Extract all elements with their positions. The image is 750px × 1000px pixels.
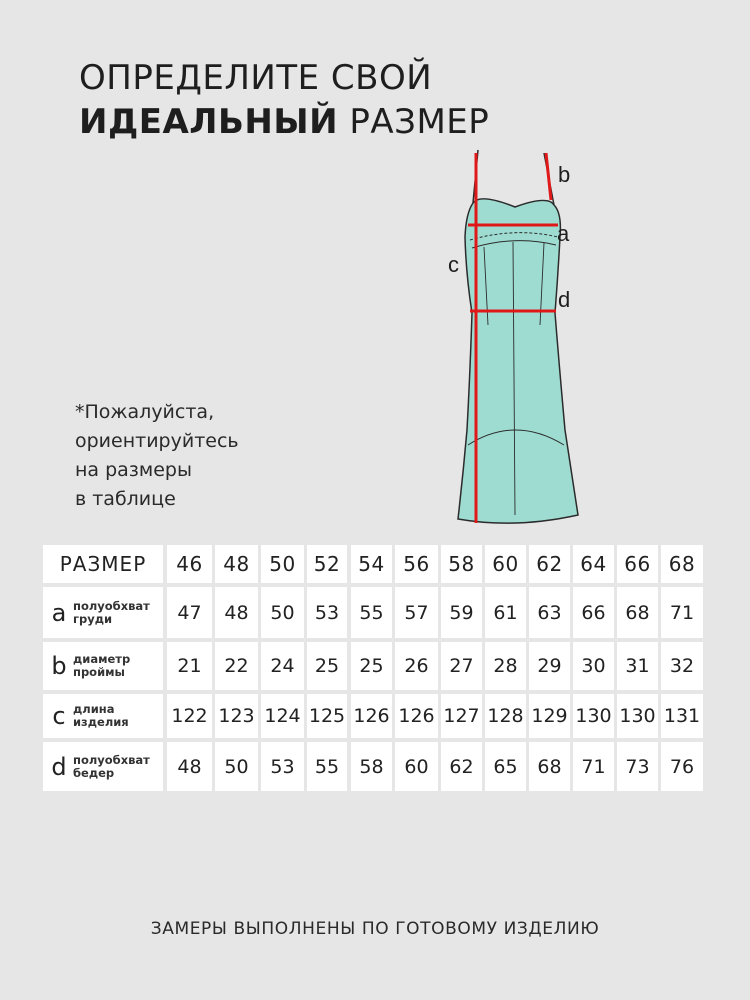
table-value-cell: 58 (351, 742, 392, 791)
table-value-cell: 122 (167, 694, 212, 738)
title-rest: РАЗМЕР (338, 102, 490, 142)
row-description (73, 653, 130, 679)
table-value-cell: 130 (573, 694, 614, 738)
row-label-d (43, 742, 163, 791)
table-value-cell: 53 (261, 742, 304, 791)
note-line: в таблице (75, 488, 176, 510)
table-value-cell: 32 (661, 642, 703, 690)
table-value-cell: 48 (167, 742, 212, 791)
table-value-cell: 55 (307, 742, 347, 791)
table-value-cell: 59 (441, 587, 482, 638)
measure-b-line (546, 153, 551, 200)
note-line: *Пожалуйста, (75, 401, 215, 423)
row-letter: b (51, 652, 67, 680)
table-value-cell: 124 (261, 694, 304, 738)
size-header-cell: 60 (485, 545, 526, 583)
size-header-cell: 54 (351, 545, 392, 583)
page-title (79, 56, 489, 144)
table-value-cell: 131 (661, 694, 703, 738)
table-value-cell: 26 (395, 642, 438, 690)
row-letter: d (51, 752, 67, 781)
table-value-cell: 62 (441, 742, 482, 791)
table-value-cell: 68 (617, 587, 658, 638)
row-description (73, 703, 129, 729)
note-line: на размеры (75, 459, 192, 481)
dress-diagram (440, 145, 590, 535)
table-value-cell: 128 (485, 694, 526, 738)
size-header-cell: 52 (307, 545, 347, 583)
table-value-cell: 50 (261, 587, 304, 638)
table-value-cell: 126 (351, 694, 392, 738)
title-line-2 (79, 100, 489, 144)
row-desc-line: изделия (73, 715, 129, 729)
table-value-cell: 130 (617, 694, 658, 738)
size-header-cell: 48 (215, 545, 258, 583)
table-value-cell: 30 (573, 642, 614, 690)
table-value-cell: 123 (215, 694, 258, 738)
size-note (75, 398, 239, 514)
table-value-cell: 76 (661, 742, 703, 791)
row-desc-line: груди (73, 611, 113, 626)
table-value-cell: 48 (215, 587, 258, 638)
title-bold-word: ИДЕАЛЬНЫЙ (79, 102, 339, 142)
table-value-cell: 65 (485, 742, 526, 791)
row-desc-line: полуобхват (73, 752, 150, 767)
table-value-cell: 71 (661, 587, 703, 638)
label-c: c (448, 252, 459, 277)
title-line-1: ОПРЕДЕЛИТЕ СВОЙ (79, 58, 433, 98)
row-label-a (43, 587, 163, 638)
table-value-cell: 22 (215, 642, 258, 690)
header-size-label: РАЗМЕР (43, 545, 163, 583)
table-value-cell: 21 (167, 642, 212, 690)
row-desc-line: проймы (73, 665, 125, 679)
table-value-cell: 47 (167, 587, 212, 638)
label-d: d (558, 287, 571, 312)
label-a: a (557, 221, 570, 246)
table-value-cell: 73 (617, 742, 658, 791)
table-value-cell: 57 (395, 587, 438, 638)
size-header-cell: 46 (167, 545, 212, 583)
table-value-cell: 50 (215, 742, 258, 791)
row-letter: a (51, 598, 67, 627)
table-value-cell: 68 (529, 742, 570, 791)
row-description (73, 754, 150, 780)
row-label-b (43, 642, 163, 690)
table-value-cell: 28 (485, 642, 526, 690)
table-value-cell: 66 (573, 587, 614, 638)
size-header-cell: 66 (617, 545, 658, 583)
size-header-cell: 64 (573, 545, 614, 583)
row-description (73, 600, 150, 626)
table-value-cell: 31 (617, 642, 658, 690)
note-line: ориентируйтесь (75, 430, 239, 452)
table-value-cell: 125 (307, 694, 347, 738)
table-value-cell: 25 (307, 642, 347, 690)
footer-note: ЗАМЕРЫ ВЫПОЛНЕНЫ ПО ГОТОВОМУ ИЗДЕЛИЮ (150, 919, 600, 939)
table-value-cell: 129 (529, 694, 570, 738)
table-value-cell: 25 (351, 642, 392, 690)
table-value-cell: 126 (395, 694, 438, 738)
label-b: b (558, 162, 571, 187)
table-value-cell: 29 (529, 642, 570, 690)
table-value-cell: 55 (351, 587, 392, 638)
row-letter: c (52, 702, 66, 730)
row-desc-line: бедер (73, 765, 115, 780)
table-value-cell: 61 (485, 587, 526, 638)
table-value-cell: 24 (261, 642, 304, 690)
size-header-cell: 56 (395, 545, 438, 583)
size-header-cell: 68 (661, 545, 703, 583)
table-value-cell: 63 (529, 587, 570, 638)
row-label-c (43, 694, 163, 738)
size-header-cell: 50 (261, 545, 304, 583)
table-value-cell: 60 (395, 742, 438, 791)
row-desc-line: полуобхват (73, 598, 150, 613)
size-header-cell: 62 (529, 545, 570, 583)
row-desc-line: диаметр (73, 652, 131, 666)
table-value-cell: 127 (441, 694, 482, 738)
table-value-cell: 53 (307, 587, 347, 638)
table-value-cell: 27 (441, 642, 482, 690)
row-desc-line: длина (73, 702, 115, 716)
size-header-cell: 58 (441, 545, 482, 583)
table-value-cell: 71 (573, 742, 614, 791)
